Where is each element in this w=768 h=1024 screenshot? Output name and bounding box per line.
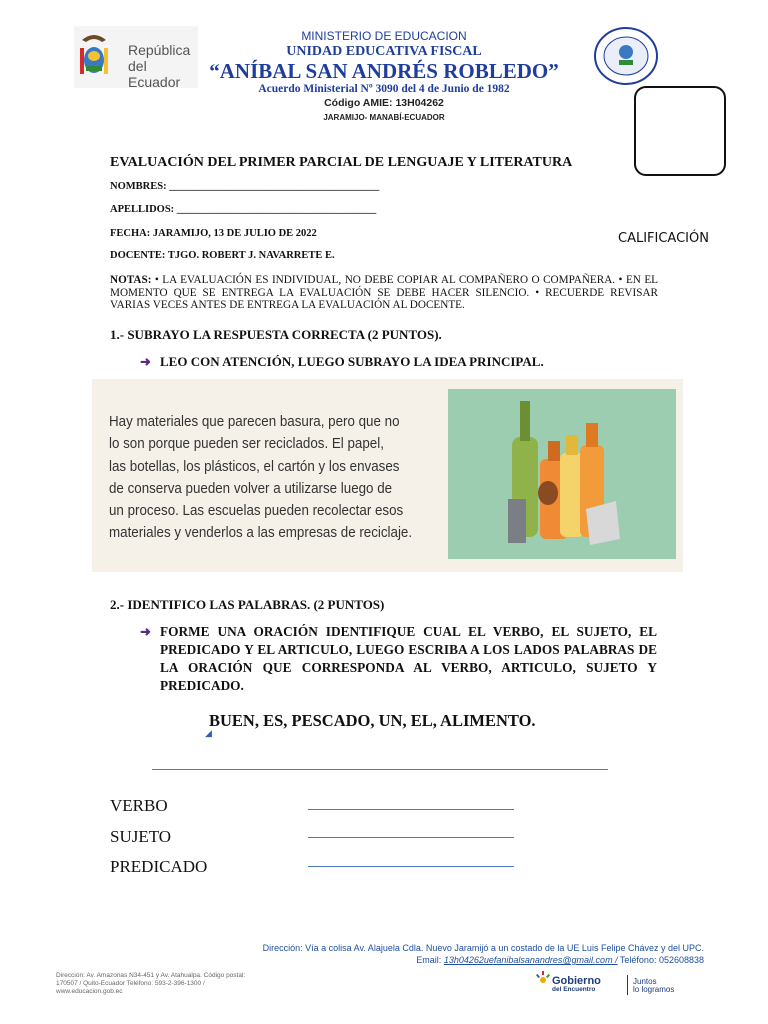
- cursor-marker-icon: ◢: [205, 728, 212, 738]
- footer-address: Dirección: Vía a colisa Av. Alajuela Cdla. Nuevo Jaramijó a un costado de la UE Luis Felipe Chávez y del UPC.: [262, 943, 704, 953]
- answer-line-predicado[interactable]: [308, 866, 514, 867]
- logo-text-republica: República: [128, 42, 191, 58]
- surnames-field[interactable]: APELLIDOS: ______________________________________: [110, 204, 377, 215]
- gob-line1: Gobierno: [552, 975, 601, 987]
- label-predicado: PREDICADO: [110, 857, 208, 876]
- label-sujeto: SUJETO: [110, 827, 172, 846]
- footer-contact: [416, 955, 704, 965]
- notes-label: NOTAS:: [110, 274, 152, 286]
- gob-line2: del Encuentro: [552, 986, 596, 993]
- section-1-instruction: LEO CON ATENCIÓN, LUEGO SUBRAYO LA IDEA PRINCIPAL.: [160, 354, 544, 369]
- exam-title: EVALUACIÓN DEL PRIMER PARCIAL DE LENGUAJE Y LITERATURA: [110, 155, 573, 170]
- logo-text-ecuador: del Ecuador: [128, 58, 181, 90]
- amie-code: Código AMIE: 13H04262: [324, 97, 444, 109]
- notes-text: • LA EVALUACIÓN ES INDIVIDUAL, NO DEBE COPIAR AL COMPAÑERO O COMPAÑERA. • EN EL MOMENTO QUE SE ENTREGA LA EVALUACIÓN SE DEBE HACER SILENCIO. • RECUERDE REVISAR VARIAS VECES ANTES DE ENTREGA LA EVALUACIÓN AL DOCENTE.: [110, 274, 658, 311]
- bullet-arrow-icon: ➜: [140, 354, 151, 369]
- bullet-arrow-icon: ➜: [140, 624, 151, 639]
- section-2-heading: 2.- IDENTIFICO LAS PALABRAS. (2 PUNTOS): [110, 597, 385, 612]
- ministry-name: MINISTERIO DE EDUCACION: [301, 29, 467, 43]
- grade-box[interactable]: [634, 86, 726, 176]
- section-2-instruction: FORME UNA ORACIÓN IDENTIFIQUE CUAL EL VERBO, EL SUJETO, EL PREDICADO Y EL ARTICULO, LUEGO ESCRIBA A LOS LADOS PALABRAS DE LA ORACIÓN QUE CORRESPONDA AL VERBO, ARTICULO, SUJETO Y PREDICADO.: [160, 624, 657, 693]
- recycling-illustration: [448, 389, 676, 559]
- recycling-bottles-icon: [448, 389, 676, 559]
- sunburst-icon: [536, 971, 550, 985]
- label-verbo: VERBO: [110, 796, 168, 815]
- teacher-line: DOCENTE: TJGO. ROBERT J. NAVARRETE E.: [110, 250, 335, 261]
- email-link[interactable]: 13h04262uefanibalsanandres@gmail.com /: [443, 955, 618, 965]
- names-field[interactable]: NOMBRES: ________________________________________: [110, 181, 380, 192]
- sentence-answer-line[interactable]: [152, 769, 608, 770]
- reading-line: las botellas, los plásticos, el cartón y los envases: [109, 457, 400, 475]
- juntos-line1: Juntos: [633, 977, 657, 986]
- reading-text: [109, 411, 413, 545]
- answer-line-sujeto[interactable]: [308, 837, 514, 838]
- grade-label: CALIFICACIÓN: [618, 231, 709, 246]
- email-label: Email:: [416, 955, 444, 965]
- reading-line: materiales y venderlos a las empresas de reciclaje.: [109, 524, 413, 542]
- reading-line: lo son porque pueden ser reciclados. El papel,: [109, 435, 384, 453]
- reading-line: de conserva pueden volver a utilizarse luego de: [109, 479, 393, 497]
- location: JARAMIJO- MANABÍ-ECUADOR: [323, 113, 445, 122]
- gob-divider: [627, 975, 628, 995]
- section-1-heading: 1.- SUBRAYO LA RESPUESTA CORRECTA (2 PUNTOS).: [110, 327, 442, 342]
- unit-type: UNIDAD EDUCATIVA FISCAL: [286, 44, 482, 59]
- word-list: BUEN, ES, PESCADO, UN, EL, ALIMENTO.: [209, 711, 536, 730]
- ministry-address: Dirección: Av. Amazonas N34-451 y Av. Atahualpa. Código postal: 170507 / Quito-Ecuador Teléfono: 593-2-396-1300 / www.educacion.gob.ec: [56, 972, 246, 995]
- ministerial-agreement: Acuerdo Ministerial Nº 3090 del 4 de Junio de 1982: [258, 83, 510, 95]
- school-name: “ANÍBAL SAN ANDRÉS ROBLEDO”: [209, 59, 559, 83]
- reading-line: un proceso. Las escuelas pueden recolectar esos: [109, 502, 404, 520]
- date-line: FECHA: JARAMIJO, 13 DE JULIO DE 2022: [110, 228, 317, 239]
- juntos-line2: lo logramos: [633, 985, 675, 994]
- answer-line-verbo[interactable]: [308, 809, 514, 810]
- phone-text: Teléfono: 052608838: [617, 955, 704, 965]
- exam-notes: [110, 274, 658, 312]
- reading-line: Hay materiales que parecen basura, pero que no: [109, 413, 400, 430]
